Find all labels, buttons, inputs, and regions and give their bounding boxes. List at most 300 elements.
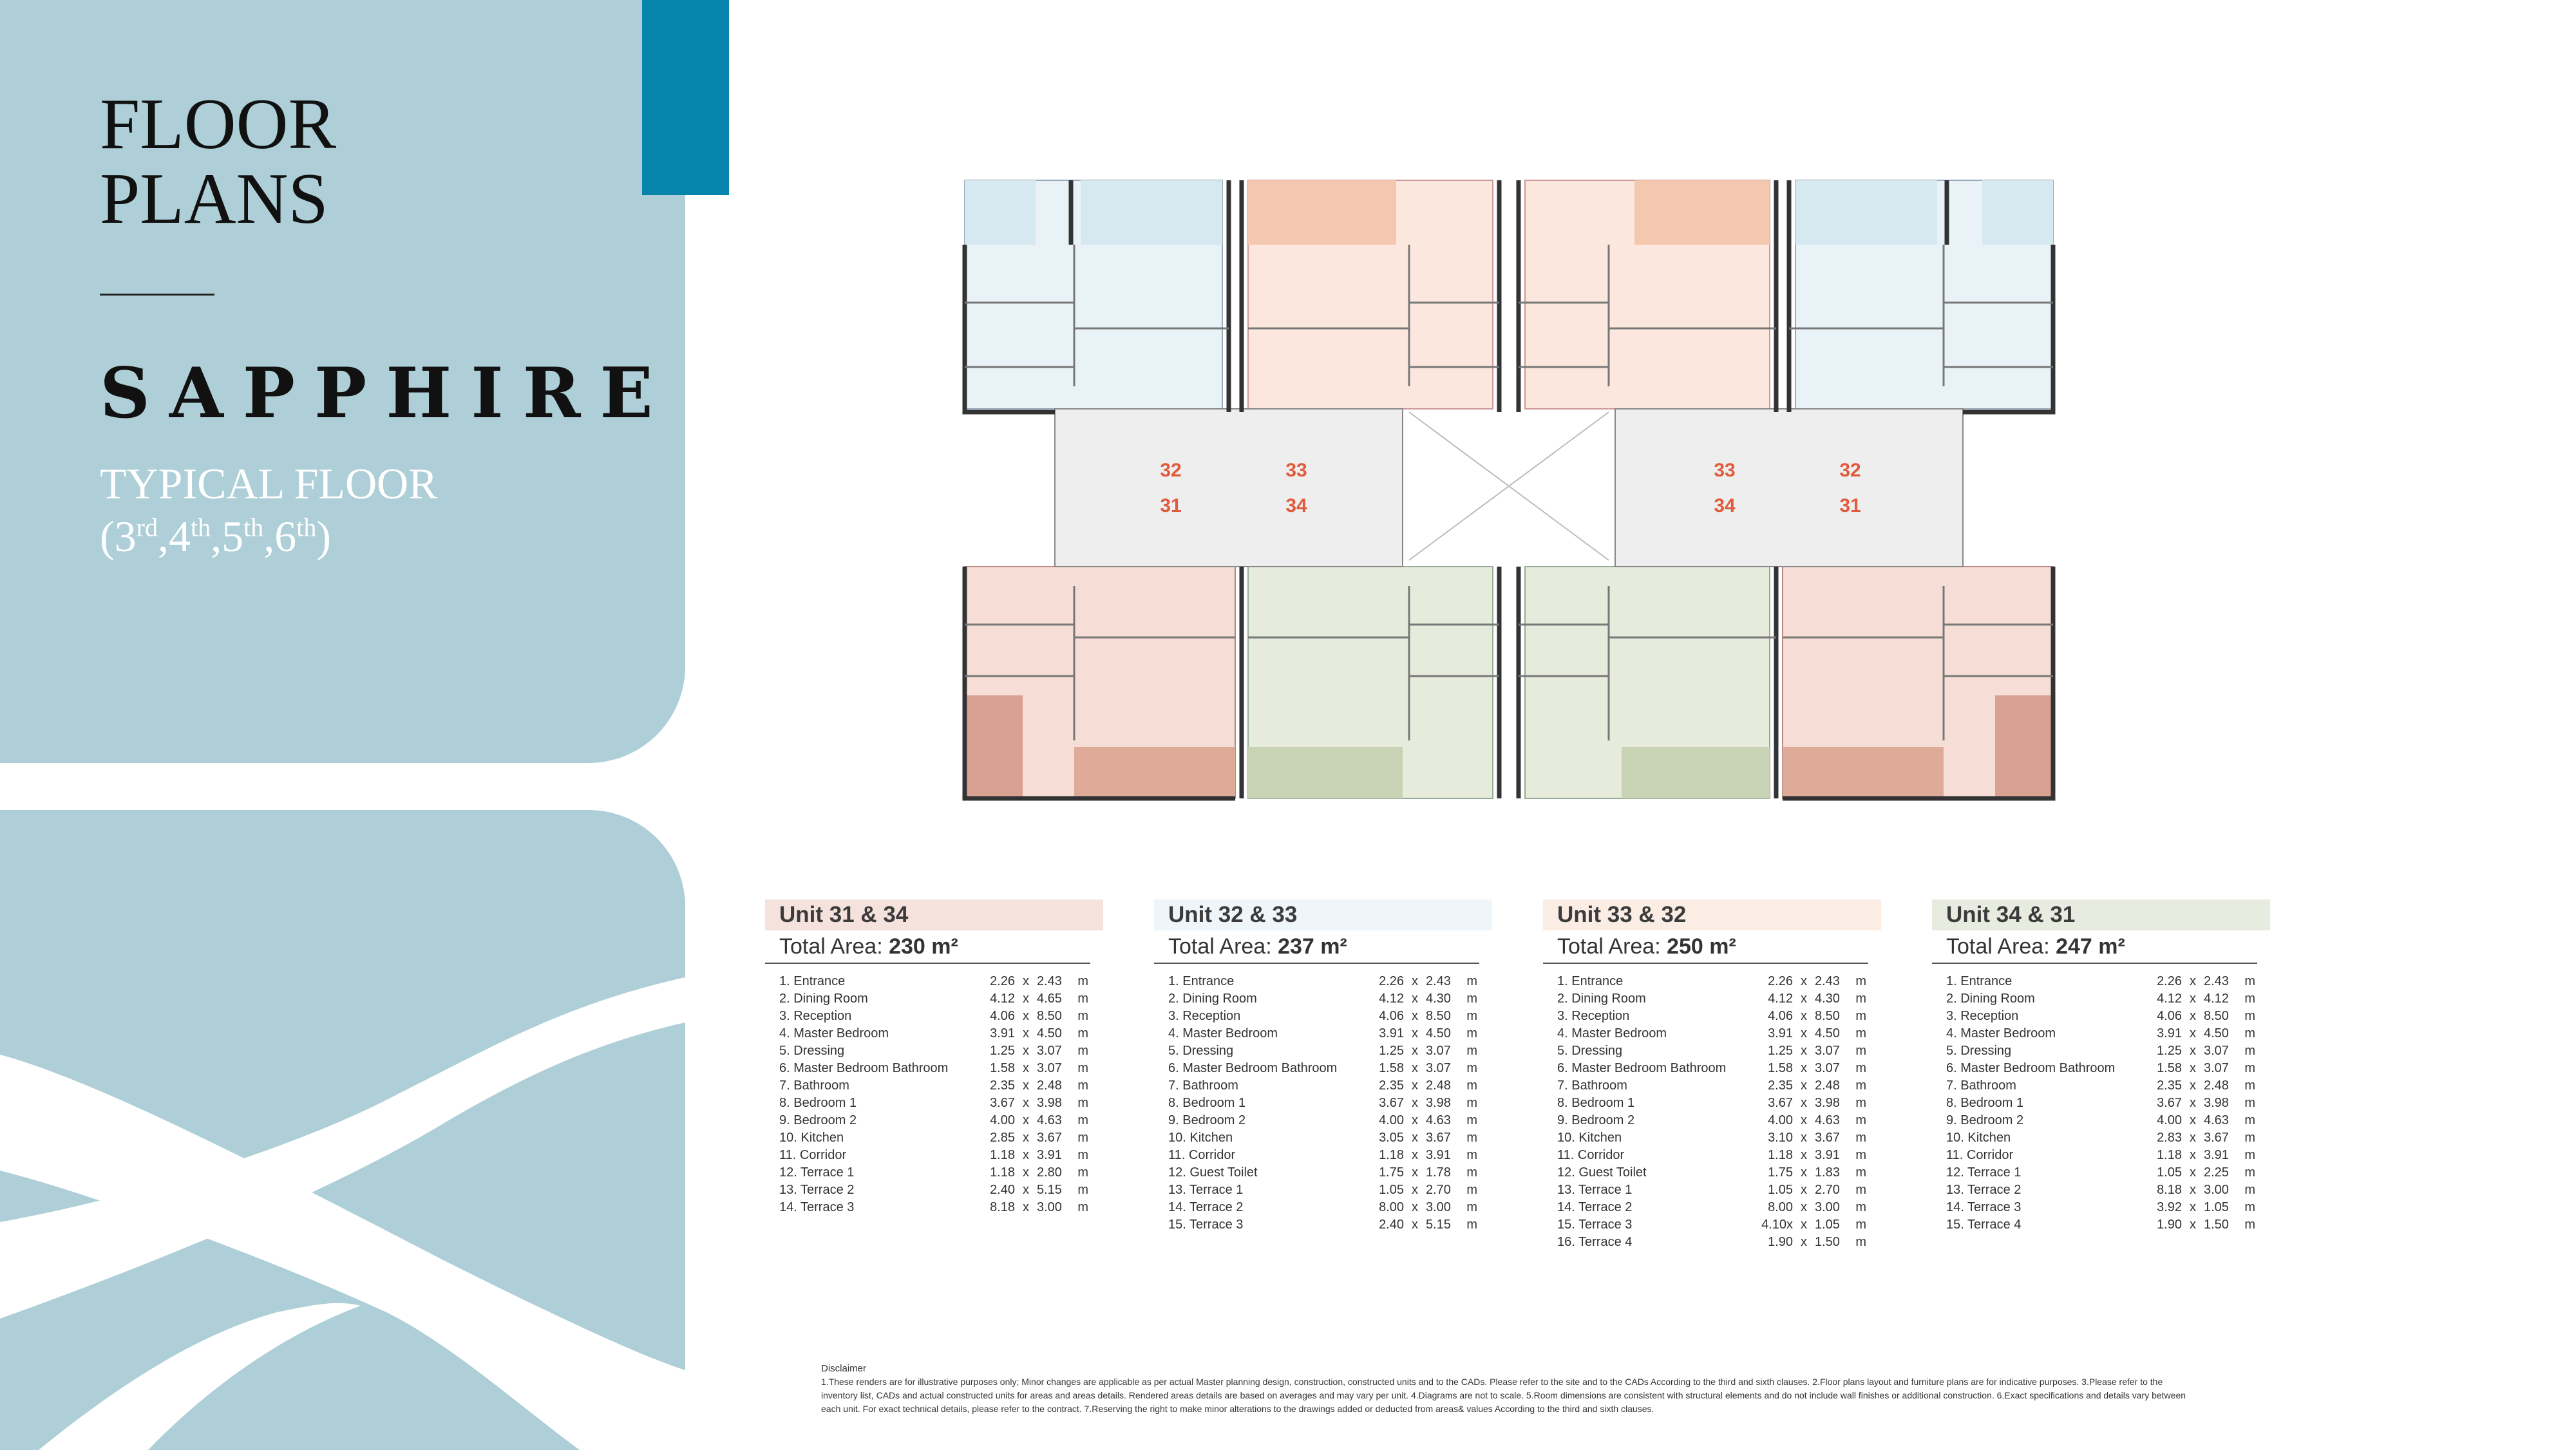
room-row xyxy=(779,1147,1088,1164)
title-divider xyxy=(100,294,214,296)
unit-marker: 34 xyxy=(1285,495,1307,516)
room-name: 3. Reception xyxy=(1168,1009,1241,1023)
room-width: 4.12 xyxy=(2157,992,2182,1006)
room-row xyxy=(1946,1182,2255,1199)
times-sign: x xyxy=(1023,1148,1029,1162)
times-sign: x xyxy=(1412,1009,1418,1023)
room-width: 2.35 xyxy=(2157,1078,2182,1093)
room-width: 4.12 xyxy=(1379,992,1404,1006)
room-list xyxy=(1946,973,2255,1234)
room-width: 1.75 xyxy=(1768,1165,1793,1180)
unit-marker: 31 xyxy=(1160,495,1182,516)
room-length: 2.43 xyxy=(1037,974,1062,988)
room-width: 1.25 xyxy=(1379,1044,1404,1058)
room-list xyxy=(779,973,1088,1216)
room-width: 1.90 xyxy=(1768,1235,1793,1249)
room-width: 2.83 xyxy=(2157,1131,2182,1145)
room-width: 2.40 xyxy=(990,1183,1015,1197)
room-row xyxy=(1557,973,1866,990)
room-row xyxy=(1557,1077,1866,1095)
room-row xyxy=(779,1095,1088,1112)
room-length: 4.30 xyxy=(1815,992,1840,1006)
times-sign: x xyxy=(2190,1026,2196,1040)
room-name: 11. Corridor xyxy=(1946,1148,2014,1162)
room-length: 4.63 xyxy=(1426,1113,1451,1127)
room-length: 4.50 xyxy=(2204,1026,2229,1040)
room-length: 5.15 xyxy=(1037,1183,1062,1197)
unit-sign: m xyxy=(1855,1096,1866,1110)
room-row xyxy=(1946,1199,2255,1216)
times-sign: x xyxy=(2190,992,2196,1006)
room-name: 4. Master Bedroom xyxy=(1946,1026,2056,1040)
room-width: 1.18 xyxy=(990,1148,1015,1162)
unit-card-34-31 xyxy=(1932,899,2270,1234)
room-length: 5.15 xyxy=(1426,1218,1451,1232)
times-sign: x xyxy=(1801,1026,1807,1040)
room-length: 4.12 xyxy=(2204,992,2229,1006)
unit-sign: m xyxy=(1855,1148,1866,1162)
room-width: 2.40 xyxy=(1379,1218,1404,1232)
room-name: 1. Entrance xyxy=(1557,974,1624,988)
times-sign: x xyxy=(1023,1200,1029,1214)
room-name: 7. Bathroom xyxy=(779,1078,849,1093)
times-sign: x xyxy=(2190,1165,2196,1180)
unit-sign: m xyxy=(1077,1026,1088,1040)
room-name: 16. Terrace 4 xyxy=(1557,1235,1633,1249)
room-width: 1.18 xyxy=(2157,1148,2182,1162)
room-name: 12. Terrace 1 xyxy=(779,1165,855,1180)
room-row xyxy=(1946,1164,2255,1182)
room-name: 1. Entrance xyxy=(779,974,846,988)
unit-sign: m xyxy=(1855,1026,1866,1040)
room-width: 1.05 xyxy=(1379,1183,1404,1197)
room-name: 9. Bedroom 2 xyxy=(1168,1113,1246,1127)
room-width: 2.26 xyxy=(1379,974,1404,988)
room-row xyxy=(779,1008,1088,1025)
room-width: 1.58 xyxy=(2157,1061,2182,1075)
room-row xyxy=(1557,1095,1866,1112)
room-width: 1.25 xyxy=(2157,1044,2182,1058)
room-row xyxy=(1946,1216,2255,1234)
unit-sign: m xyxy=(1855,1165,1866,1180)
room-name: 11. Corridor xyxy=(1168,1148,1236,1162)
unit-sign: m xyxy=(1077,1165,1088,1180)
room-width: 2.35 xyxy=(1768,1078,1793,1093)
unit-sign: m xyxy=(1466,1165,1477,1180)
room-name: 14. Terrace 3 xyxy=(1946,1200,2022,1214)
room-length: 3.07 xyxy=(1426,1044,1451,1058)
room-length: 8.50 xyxy=(1815,1009,1840,1023)
room-length: 2.48 xyxy=(1815,1078,1840,1093)
unit-sign: m xyxy=(1077,1061,1088,1075)
room-name: 9. Bedroom 2 xyxy=(779,1113,857,1127)
unit-sign: m xyxy=(1466,1148,1477,1162)
unit-sign: m xyxy=(2244,1044,2255,1058)
times-sign: x xyxy=(2190,1218,2196,1232)
room-name: 8. Bedroom 1 xyxy=(779,1096,857,1110)
room-width: 2.26 xyxy=(990,974,1015,988)
disclaimer-text: 1.These renders are for illustrative purposes only; Minor changes are applicable as per actual Master planning design, construction, constructed units and to the CADs. Please refer to the site and to the CADs According to the third and sixth clauses. 2.Floor plans layout and furniture plans are for indicative purposes. 3.Please refer to the inventory list, CADs and actual constructed units for areas and areas details. Rendered areas details are based on averages and may vary per unit. 4.Diagrams are not to scale. 5.Room dimensions are consistent with structural elements and do not include wall finishes or additional construction. 6.Exact specifications and details vary between each unit. For exact technical details, please refer to the contract. 7.Reserving the right to make minor alterations to the drawings added or deducted from areas& values According to the third and sixth clauses. xyxy=(821,1377,2186,1414)
room-length: 1.05 xyxy=(2204,1200,2229,1214)
times-sign: x xyxy=(2190,1096,2196,1110)
room-width: 2.26 xyxy=(1768,974,1793,988)
room-width: 1.25 xyxy=(990,1044,1015,1058)
floor-item: 3rd xyxy=(114,512,158,561)
accent-block xyxy=(642,0,729,195)
room-row xyxy=(779,1182,1088,1199)
room-name: 10. Kitchen xyxy=(1168,1131,1233,1145)
unit-sign: m xyxy=(1855,992,1866,1006)
room-width: 3.10 xyxy=(1768,1131,1793,1145)
times-sign: x xyxy=(1412,1183,1418,1197)
times-sign: x xyxy=(1801,1183,1807,1197)
room-width: 2.85 xyxy=(990,1131,1015,1145)
unit-marker: 33 xyxy=(1714,460,1736,481)
room-length: 4.50 xyxy=(1815,1026,1840,1040)
room-name: 13. Terrace 1 xyxy=(1557,1183,1633,1197)
unit-sign: m xyxy=(1466,1096,1477,1110)
room-name: 5. Dressing xyxy=(1168,1044,1234,1058)
times-sign: x xyxy=(1023,1165,1029,1180)
room-width: 1.18 xyxy=(1768,1148,1793,1162)
room-length: 3.00 xyxy=(1037,1200,1062,1214)
unit-sign: m xyxy=(1855,1235,1866,1249)
room-row xyxy=(779,1129,1088,1147)
floor-item: 6th xyxy=(274,512,317,561)
times-sign: x xyxy=(1801,1078,1807,1093)
unit-marker: 34 xyxy=(1714,495,1736,516)
unit-marker: 32 xyxy=(1160,460,1182,481)
times-sign: x xyxy=(1023,1096,1029,1110)
times-sign: x xyxy=(1412,1148,1418,1162)
room-row xyxy=(779,1060,1088,1077)
wave-graphic xyxy=(0,810,685,1450)
times-sign: x xyxy=(1023,1026,1029,1040)
room-width: 4.06 xyxy=(1768,1009,1793,1023)
unit-card-32-33 xyxy=(1154,899,1492,1234)
room-width: 1.05 xyxy=(1768,1183,1793,1197)
room-name: 15. Terrace 3 xyxy=(1168,1218,1244,1232)
unit-name: Unit 34 & 31 xyxy=(1932,899,2270,930)
room-list xyxy=(1557,973,1866,1251)
room-name: 5. Dressing xyxy=(1946,1044,2012,1058)
room-width: 1.75 xyxy=(1379,1165,1404,1180)
times-sign: x xyxy=(2190,1078,2196,1093)
room-row xyxy=(779,1025,1088,1042)
unit-sign: m xyxy=(2244,1183,2255,1197)
floor-plan-drawing xyxy=(958,174,2062,805)
times-sign: x xyxy=(2190,1183,2196,1197)
room-name: 7. Bathroom xyxy=(1946,1078,2016,1093)
unit-sign: m xyxy=(1466,1183,1477,1197)
room-row xyxy=(1168,1042,1477,1060)
room-length: 1.78 xyxy=(1426,1165,1451,1180)
room-length: 1.50 xyxy=(1815,1235,1840,1249)
room-row xyxy=(1168,1147,1477,1164)
times-sign: x xyxy=(1801,1200,1807,1214)
unit-marker: 31 xyxy=(1839,495,1861,516)
room-name: 7. Bathroom xyxy=(1168,1078,1238,1093)
room-length: 3.00 xyxy=(1426,1200,1451,1214)
times-sign: x xyxy=(1801,1218,1807,1232)
unit-sign: m xyxy=(1077,1096,1088,1110)
unit-sign: m xyxy=(1466,1113,1477,1127)
room-row xyxy=(1557,1182,1866,1199)
room-name: 3. Reception xyxy=(1946,1009,2019,1023)
room-row xyxy=(1168,1112,1477,1129)
unit-sign: m xyxy=(1077,1113,1088,1127)
room-name: 4. Master Bedroom xyxy=(779,1026,889,1040)
decorative-panel xyxy=(0,810,685,1450)
room-width: 8.18 xyxy=(990,1200,1015,1214)
room-name: 11. Corridor xyxy=(1557,1148,1625,1162)
room-name: 5. Dressing xyxy=(1557,1044,1623,1058)
room-length: 4.65 xyxy=(1037,992,1062,1006)
floor-subtitle xyxy=(100,457,438,563)
room-length: 4.50 xyxy=(1426,1026,1451,1040)
unit-sign: m xyxy=(1466,1026,1477,1040)
room-row xyxy=(779,973,1088,990)
times-sign: x xyxy=(1023,1183,1029,1197)
room-width: 4.10x xyxy=(1761,1218,1793,1232)
room-name: 5. Dressing xyxy=(779,1044,845,1058)
room-row xyxy=(1557,1042,1866,1060)
room-width: 2.26 xyxy=(2157,974,2182,988)
room-name: 14. Terrace 3 xyxy=(779,1200,855,1214)
room-length: 3.91 xyxy=(1426,1148,1451,1162)
room-row xyxy=(779,1112,1088,1129)
room-width: 8.00 xyxy=(1379,1200,1404,1214)
room-width: 1.18 xyxy=(990,1165,1015,1180)
times-sign: x xyxy=(1412,974,1418,988)
unit-sign: m xyxy=(1466,992,1477,1006)
unit-sign: m xyxy=(1855,1218,1866,1232)
unit-sign: m xyxy=(1077,1009,1088,1023)
times-sign: x xyxy=(1412,1096,1418,1110)
unit-sign: m xyxy=(1855,1061,1866,1075)
room-row xyxy=(1168,1077,1477,1095)
room-length: 3.07 xyxy=(1815,1044,1840,1058)
times-sign: x xyxy=(1801,1009,1807,1023)
times-sign: x xyxy=(1801,1235,1807,1249)
room-length: 2.48 xyxy=(1426,1078,1451,1093)
times-sign: x xyxy=(1412,1165,1418,1180)
room-width: 1.05 xyxy=(2157,1165,2182,1180)
subtitle-line-1: TYPICAL FLOOR xyxy=(100,459,438,508)
room-width: 2.35 xyxy=(1379,1078,1404,1093)
room-length: 4.50 xyxy=(1037,1026,1062,1040)
room-name: 11. Corridor xyxy=(779,1148,847,1162)
room-length: 3.00 xyxy=(1815,1200,1840,1214)
times-sign: x xyxy=(1801,1113,1807,1127)
times-sign: x xyxy=(1023,1061,1029,1075)
room-row xyxy=(1946,1129,2255,1147)
unit-sign: m xyxy=(1466,1078,1477,1093)
times-sign: x xyxy=(1412,1026,1418,1040)
unit-sign: m xyxy=(1077,1044,1088,1058)
room-row xyxy=(779,1199,1088,1216)
times-sign: x xyxy=(1412,1061,1418,1075)
room-row xyxy=(1946,1147,2255,1164)
unit-sign: m xyxy=(2244,1026,2255,1040)
room-width: 3.91 xyxy=(1379,1026,1404,1040)
room-length: 3.67 xyxy=(1426,1131,1451,1145)
room-length: 3.98 xyxy=(1037,1096,1062,1110)
times-sign: x xyxy=(1801,1165,1807,1180)
room-length: 1.83 xyxy=(1815,1165,1840,1180)
room-length: 3.67 xyxy=(1037,1131,1062,1145)
room-length: 2.43 xyxy=(2204,974,2229,988)
room-name: 14. Terrace 2 xyxy=(1557,1200,1633,1214)
room-name: 15. Terrace 4 xyxy=(1946,1218,2022,1232)
unit-total-area: Total Area: 247 m² xyxy=(1932,930,2257,964)
room-row xyxy=(1557,1025,1866,1042)
room-name: 8. Bedroom 1 xyxy=(1946,1096,2024,1110)
room-name: 14. Terrace 2 xyxy=(1168,1200,1244,1214)
room-width: 3.05 xyxy=(1379,1131,1404,1145)
room-row xyxy=(1946,1042,2255,1060)
room-width: 3.67 xyxy=(2157,1096,2182,1110)
room-row xyxy=(1557,1164,1866,1182)
room-row xyxy=(1168,973,1477,990)
room-width: 4.12 xyxy=(990,992,1015,1006)
room-length: 4.63 xyxy=(1037,1113,1062,1127)
room-name: 9. Bedroom 2 xyxy=(1557,1113,1635,1127)
unit-sign: m xyxy=(1077,1183,1088,1197)
room-length: 4.63 xyxy=(1815,1113,1840,1127)
room-list xyxy=(1168,973,1477,1234)
room-row xyxy=(1946,1025,2255,1042)
unit-sign: m xyxy=(1077,974,1088,988)
unit-total-area: Total Area: 250 m² xyxy=(1543,930,1868,964)
room-row xyxy=(1557,1008,1866,1025)
room-name: 8. Bedroom 1 xyxy=(1557,1096,1635,1110)
room-width: 4.00 xyxy=(1768,1113,1793,1127)
disclaimer xyxy=(821,1362,2186,1416)
room-width: 4.00 xyxy=(2157,1113,2182,1127)
unit-card-33-32 xyxy=(1543,899,1881,1251)
room-name: 7. Bathroom xyxy=(1557,1078,1627,1093)
unit-total-area: Total Area: 237 m² xyxy=(1154,930,1479,964)
times-sign: x xyxy=(1801,992,1807,1006)
room-name: 6. Master Bedroom Bathroom xyxy=(1946,1061,2116,1075)
unit-sign: m xyxy=(1855,1044,1866,1058)
times-sign: x xyxy=(2190,1113,2196,1127)
times-sign: x xyxy=(1801,1148,1807,1162)
unit-sign: m xyxy=(1855,1009,1866,1023)
room-length: 2.80 xyxy=(1037,1165,1062,1180)
room-width: 4.00 xyxy=(1379,1113,1404,1127)
times-sign: x xyxy=(1801,1061,1807,1075)
room-name: 1. Entrance xyxy=(1946,974,2012,988)
unit-sign: m xyxy=(2244,1218,2255,1232)
room-length: 2.48 xyxy=(2204,1078,2229,1093)
unit-sign: m xyxy=(2244,1148,2255,1162)
times-sign: x xyxy=(1023,992,1029,1006)
room-length: 4.63 xyxy=(2204,1113,2229,1127)
room-width: 1.58 xyxy=(1379,1061,1404,1075)
room-length: 1.50 xyxy=(2204,1218,2229,1232)
room-length: 3.98 xyxy=(1815,1096,1840,1110)
room-row xyxy=(1168,1216,1477,1234)
unit-sign: m xyxy=(1855,1131,1866,1145)
room-name: 12. Guest Toilet xyxy=(1168,1165,1258,1180)
room-row xyxy=(1946,1060,2255,1077)
times-sign: x xyxy=(1023,974,1029,988)
room-length: 3.07 xyxy=(1037,1044,1062,1058)
room-length: 3.67 xyxy=(2204,1131,2229,1145)
times-sign: x xyxy=(1412,1078,1418,1093)
room-row xyxy=(1168,990,1477,1008)
times-sign: x xyxy=(2190,1200,2196,1214)
times-sign: x xyxy=(1023,1009,1029,1023)
room-name: 4. Master Bedroom xyxy=(1168,1026,1278,1040)
room-width: 1.18 xyxy=(1379,1148,1404,1162)
room-width: 3.67 xyxy=(990,1096,1015,1110)
unit-sign: m xyxy=(1855,1078,1866,1093)
room-row xyxy=(1557,990,1866,1008)
room-width: 1.90 xyxy=(2157,1218,2182,1232)
room-row xyxy=(1168,1008,1477,1025)
room-name: 3. Reception xyxy=(1557,1009,1630,1023)
times-sign: x xyxy=(1412,1113,1418,1127)
room-name: 13. Terrace 1 xyxy=(1168,1183,1244,1197)
times-sign: x xyxy=(1412,1044,1418,1058)
unit-sign: m xyxy=(2244,1009,2255,1023)
room-row xyxy=(1946,1095,2255,1112)
room-length: 3.07 xyxy=(1426,1061,1451,1075)
room-name: 10. Kitchen xyxy=(1557,1131,1622,1145)
room-name: 12. Terrace 1 xyxy=(1946,1165,2022,1180)
room-row xyxy=(1557,1129,1866,1147)
room-width: 3.91 xyxy=(990,1026,1015,1040)
room-row xyxy=(1557,1147,1866,1164)
unit-sign: m xyxy=(2244,1165,2255,1180)
room-length: 2.70 xyxy=(1426,1183,1451,1197)
page-title xyxy=(100,84,337,239)
times-sign: x xyxy=(1412,1200,1418,1214)
unit-sign: m xyxy=(2244,1096,2255,1110)
room-length: 2.43 xyxy=(1815,974,1840,988)
unit-sign: m xyxy=(1466,1061,1477,1075)
room-row xyxy=(779,1164,1088,1182)
floor-list: (3rd,4th,5th,6th) xyxy=(100,512,332,561)
room-width: 3.91 xyxy=(1768,1026,1793,1040)
times-sign: x xyxy=(1801,1044,1807,1058)
times-sign: x xyxy=(1801,1096,1807,1110)
room-row xyxy=(1168,1164,1477,1182)
room-width: 4.12 xyxy=(1768,992,1793,1006)
times-sign: x xyxy=(1412,992,1418,1006)
room-length: 8.50 xyxy=(1037,1009,1062,1023)
times-sign: x xyxy=(1023,1044,1029,1058)
room-name: 1. Entrance xyxy=(1168,974,1235,988)
room-name: 10. Kitchen xyxy=(779,1131,844,1145)
unit-sign: m xyxy=(2244,1078,2255,1093)
room-row xyxy=(1168,1129,1477,1147)
room-row xyxy=(1168,1095,1477,1112)
room-name: 8. Bedroom 1 xyxy=(1168,1096,1246,1110)
room-row xyxy=(1557,1234,1866,1251)
room-width: 8.18 xyxy=(2157,1183,2182,1197)
room-row xyxy=(1557,1112,1866,1129)
times-sign: x xyxy=(2190,974,2196,988)
unit-sign: m xyxy=(1466,1044,1477,1058)
title-line-1: FLOOR xyxy=(100,84,337,164)
room-width: 3.91 xyxy=(2157,1026,2182,1040)
room-name: 6. Master Bedroom Bathroom xyxy=(1557,1061,1727,1075)
room-name: 15. Terrace 3 xyxy=(1557,1218,1633,1232)
